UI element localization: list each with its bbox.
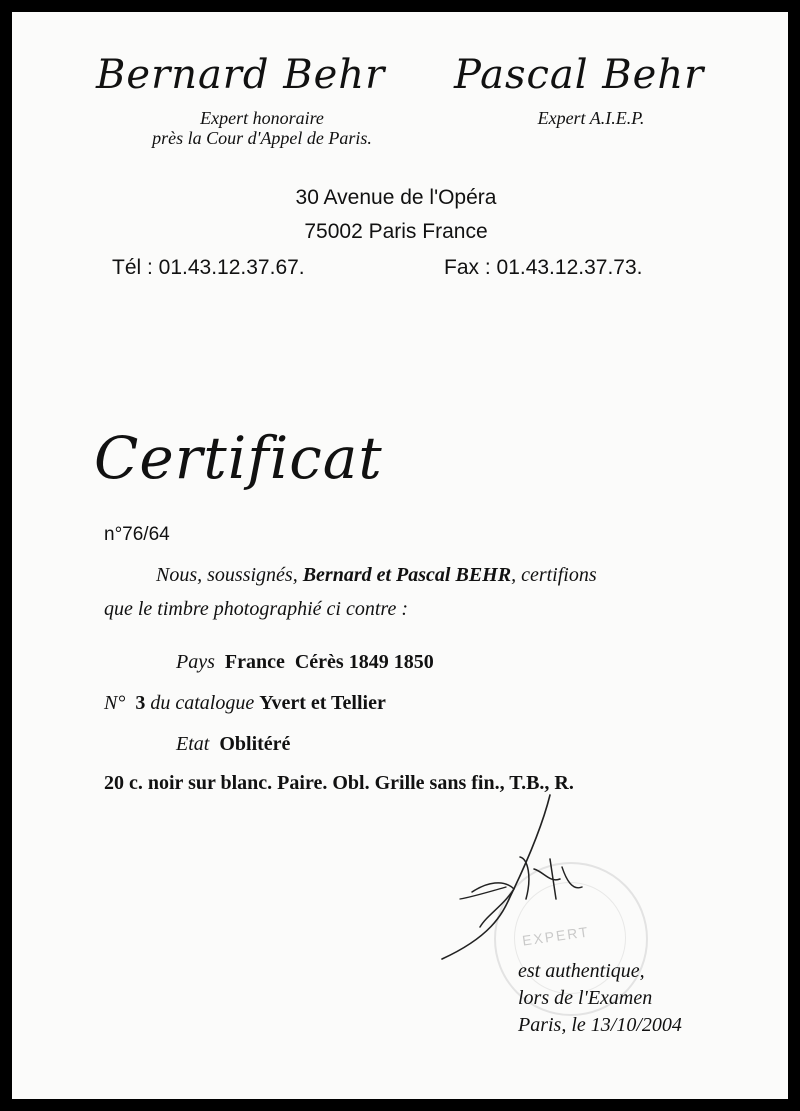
- closing-line-1: est authentique,: [518, 960, 645, 982]
- expert1-title-line1: Expert honoraire: [200, 108, 324, 128]
- country-label: Pays: [176, 651, 215, 673]
- state-row: [176, 733, 290, 756]
- catalogue-value: Yvert et Tellier: [259, 692, 386, 714]
- stamp-description: 20 c. noir sur blanc. Paire. Obl. Grille sans fin., T.B., R.: [104, 772, 574, 794]
- signature: [432, 787, 612, 967]
- certificate-page: [12, 12, 788, 1099]
- expert-name-bernard: Bernard Behr: [96, 52, 386, 98]
- certificate-title: Certificat: [94, 424, 383, 492]
- certificate-number: n°76/64: [104, 524, 170, 545]
- intro-names: Bernard et Pascal BEHR: [302, 564, 512, 586]
- closing-date: Paris, le 13/10/2004: [518, 1014, 682, 1036]
- closing-line-2: lors de l'Examen: [518, 987, 653, 1009]
- number-value: 3: [135, 692, 146, 714]
- intro-part2: , certifions: [511, 564, 597, 586]
- expert-name-pascal: Pascal Behr: [454, 52, 705, 98]
- catalogue-label: du catalogue: [150, 692, 255, 714]
- state-label: Etat: [176, 733, 210, 755]
- phone-number: Tél : 01.43.12.37.67.: [112, 256, 305, 279]
- intro-line-1: [156, 564, 597, 587]
- closing-block: [518, 958, 682, 1039]
- number-label: N°: [104, 692, 126, 714]
- country-row: [176, 651, 434, 674]
- expert1-title: [132, 108, 392, 148]
- expert-seal-text: EXPERT: [521, 923, 591, 949]
- expert2-title: Expert A.I.E.P.: [537, 108, 645, 128]
- fax-number: Fax : 01.43.12.37.73.: [444, 256, 643, 279]
- intro-line-2: que le timbre photographié ci contre :: [104, 598, 409, 620]
- address-city: 75002 Paris France: [304, 220, 488, 243]
- intro-part1: Nous, soussignés,: [156, 564, 303, 586]
- state-value: Oblitéré: [219, 733, 291, 755]
- address-street: 30 Avenue de l'Opéra: [295, 186, 497, 209]
- country-value: France Cérès 1849 1850: [224, 651, 434, 673]
- expert1-title-line2: près la Cour d'Appel de Paris.: [152, 128, 372, 148]
- catalogue-row: [104, 692, 386, 715]
